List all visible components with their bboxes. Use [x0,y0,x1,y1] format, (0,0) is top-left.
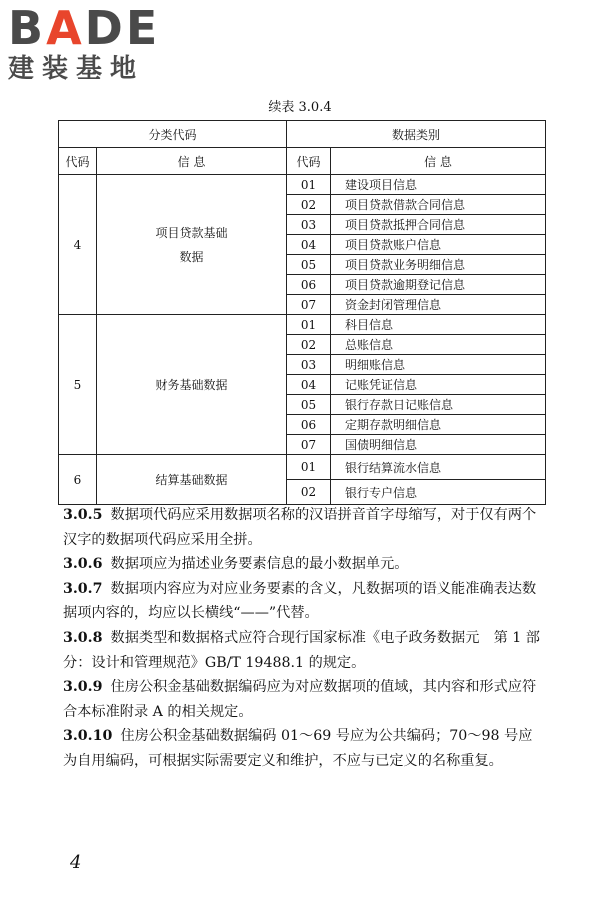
item-code-cell: 02 [287,335,331,355]
clause-paragraph [63,675,545,724]
item-info-cell: 银行结算流水信息 [331,455,546,480]
item-code-cell: 04 [287,235,331,255]
item-code-cell: 01 [287,315,331,335]
item-info-cell: 明细账信息 [331,355,546,375]
table-row [59,315,546,335]
item-info-cell: 银行存款日记账信息 [331,395,546,415]
clause-paragraph [63,626,545,675]
clause-paragraph [63,503,545,552]
group-info-cell: 项目贷款基础 数据 [97,175,287,315]
item-info-cell: 总账信息 [331,335,546,355]
clause-number: 3.0.8 [63,629,103,646]
clause-paragraph [63,552,545,577]
table-row [59,175,546,195]
item-info-cell: 银行专户信息 [331,480,546,505]
item-info-cell: 建设项目信息 [331,175,546,195]
item-info-cell: 资金封闭管理信息 [331,295,546,315]
subheader-code: 代码 [59,148,97,175]
clause-number: 3.0.6 [63,556,103,573]
clause-text: 数据项内容应为对应业务要素的含义，凡数据项的语义能准确表达数据项内容的，均应以长横线“——”代替。 [63,580,537,622]
item-info-cell: 项目贷款抵押合同信息 [331,215,546,235]
item-code-cell: 03 [287,215,331,235]
subheader-code: 代码 [287,148,331,175]
item-code-cell: 06 [287,415,331,435]
item-info-cell: 国债明细信息 [331,435,546,455]
item-code-cell: 02 [287,480,331,505]
clause-number: 3.0.10 [63,728,113,745]
header-data-category: 数据类别 [287,121,546,148]
item-code-cell: 07 [287,435,331,455]
item-info-cell: 项目贷款业务明细信息 [331,255,546,275]
clause-text: 住房公积金基础数据编码应为对应数据项的值域，其内容和形式应符合本标准附录 A 的相关规定。 [63,679,537,720]
item-info-cell: 科目信息 [331,315,546,335]
clause-text: 数据类型和数据格式应符合现行国家标准《电子政务数据元 第 1 部分：设计和管理规范》GB/T 19488.1 的规定。 [63,629,540,671]
item-code-cell: 01 [287,175,331,195]
clause-number: 3.0.7 [63,580,103,597]
item-info-cell: 项目贷款借款合同信息 [331,195,546,215]
item-code-cell: 05 [287,255,331,275]
item-info-cell: 记账凭证信息 [331,375,546,395]
clause-number: 3.0.5 [63,507,103,523]
page-number: 4 [70,852,82,873]
subheader-info: 信 息 [331,148,546,175]
clause-text: 数据项应为描述业务要素信息的最小数据单元。 [110,556,409,573]
table-caption: 续表 3.0.4 [268,100,332,115]
clause-paragraph [63,577,545,626]
group-code-cell: 4 [59,175,97,315]
subheader-info: 信 息 [97,148,287,175]
clause-text: 住房公积金基础数据编码 01～69 号应为公共编码；70～98 号应为自用编码，可根据实际需要定义和维护，不应与已定义的名称重复。 [63,728,533,769]
item-code-cell: 07 [287,295,331,315]
logo [8,2,160,84]
clause-number: 3.0.9 [63,679,103,696]
item-code-cell: 03 [287,355,331,375]
item-code-cell: 06 [287,275,331,295]
item-info-cell: 定期存款明细信息 [331,415,546,435]
logo-subtitle: 建装基地 [8,54,145,84]
header-classification-code: 分类代码 [59,121,287,148]
item-code-cell: 04 [287,375,331,395]
group-info-cell: 结算基础数据 [97,455,287,505]
group-code-cell: 5 [59,315,97,455]
item-code-cell: 02 [287,195,331,215]
logo-wordmark: BADE [8,1,161,55]
clause-paragraph [63,724,545,773]
table-row [59,455,546,480]
table-body [59,175,546,505]
item-code-cell: 05 [287,395,331,415]
group-code-cell: 6 [59,455,97,505]
body-text [63,503,545,774]
item-info-cell: 项目贷款逾期登记信息 [331,275,546,295]
clause-text: 数据项代码应采用数据项名称的汉语拼音首字母缩写，对于仅有两个汉字的数据项代码应采用全拼。 [63,507,537,548]
group-info-cell: 财务基础数据 [97,315,287,455]
item-info-cell: 项目贷款账户信息 [331,235,546,255]
item-code-cell: 01 [287,455,331,480]
data-category-table [58,120,546,505]
